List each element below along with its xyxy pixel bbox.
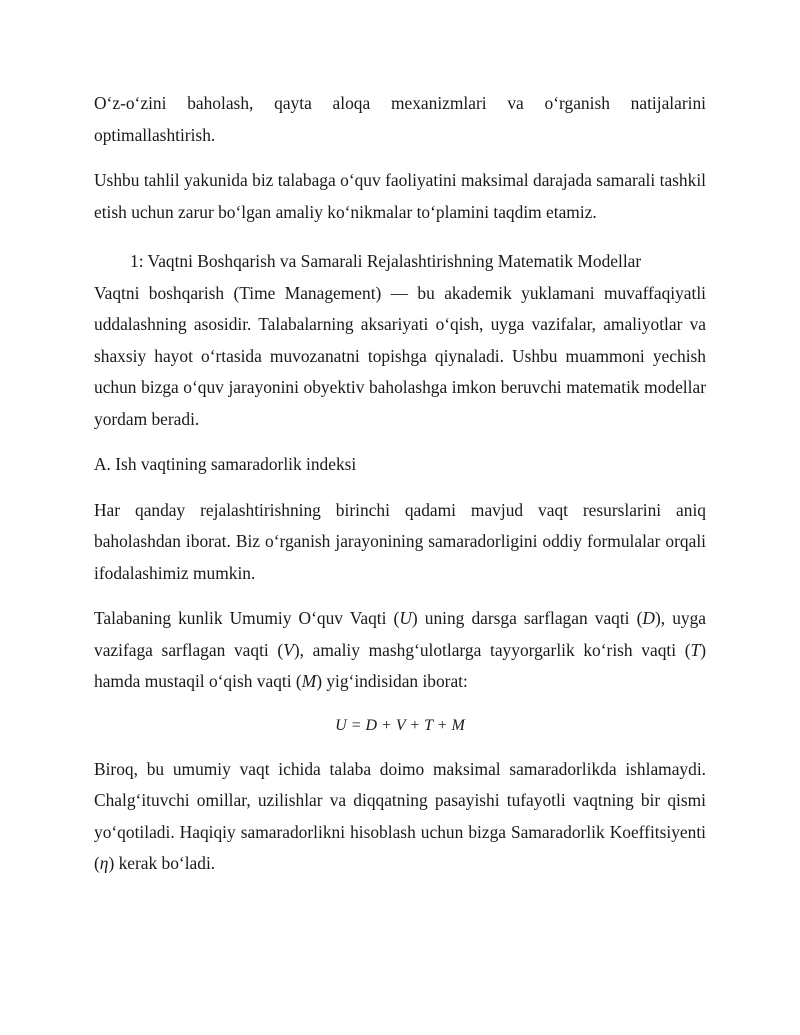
variable-v: V xyxy=(283,639,294,660)
text-segment: ) kerak bo‘ladi. xyxy=(108,853,216,873)
summary-paragraph: Ushbu tahlil yakunida biz talabaga o‘quv faoliyatini maksimal darajada samarali tashkil etish uchun zarur bo‘lgan amaliy ko‘nikmalar to‘plamini taqdim etamiz. xyxy=(94,170,706,222)
variable-m: M xyxy=(301,671,317,691)
text-segment: Talabaning kunlik Umumiy O‘quv Vaqti ( xyxy=(94,608,400,628)
text-segment: Biroq, bu umumiy vaqt ichida talaba doimo maksimal samaradorlikda ishlamaydi. Chalg‘ituvchi omillar, uzilishlar va diqqatning pasayishi tufayotli vaqtning bir qismi yo‘qotiladi. Haqiqiy samaradorlikni hisoblash uchun bizga Samaradorlik Koeffitsiyenti ( xyxy=(94,758,706,873)
variable-eta: η xyxy=(99,853,109,873)
intro-paragraph-continuation: O‘z-o‘zini baholash, qayta aloqa mexanizmlari va o‘rganish natijalarini optimallashtirish. xyxy=(94,93,706,145)
time-management-paragraph: Vaqtni boshqarish (Time Management) — bu akademik yuklamani muvaffaqiyatli uddalashning asosidir. Talabalarning aksariyati o‘qish, uyga vazifalar, amaliyotlar va shaxsiy hayot o‘rtasida muvozanatni topishga qiynaladi. Ushbu muammoni yechish uchun bizga o‘quv jarayonini obyektiv baholashga imkon beruvchi matematik modellar yordam beradi. xyxy=(94,282,706,429)
variable-u: U xyxy=(399,608,412,628)
text-segment: ) uning darsga sarflagan vaqti ( xyxy=(411,608,643,628)
planning-paragraph: Har qanday rejalashtirishning birinchi qadami mavjud vaqt resurslarini aniq baholashdan iborat. Biz o‘rganish jarayonining samaradorligini oddiy formulalar orqali ifodalashimiz mumkin. xyxy=(94,499,706,583)
subsection-title: A. Ish vaqtining samaradorlik indeksi xyxy=(94,454,357,474)
variable-t: T xyxy=(690,639,701,660)
text-segment: ) yig‘indisidan iborat: xyxy=(316,671,468,691)
efficiency-paragraph xyxy=(94,754,706,880)
text-segment: ), uyga vazifaga sarflagan vaqti ( xyxy=(94,608,706,660)
text-segment: ) hamda mustaqil o‘qish vaqti ( xyxy=(94,639,706,691)
variable-d: D xyxy=(642,608,655,628)
section-heading: 1: Vaqtni Boshqarish va Samarali Rejalashtirishning Matematik Modellar xyxy=(130,251,642,271)
total-time-formula: U = D + V + T + M xyxy=(335,716,465,734)
study-time-paragraph xyxy=(94,603,706,698)
document-page xyxy=(94,88,706,880)
text-segment: ), amaliy mashg‘ulotlarga tayyorgarlik ko‘rish vaqti ( xyxy=(293,639,691,660)
